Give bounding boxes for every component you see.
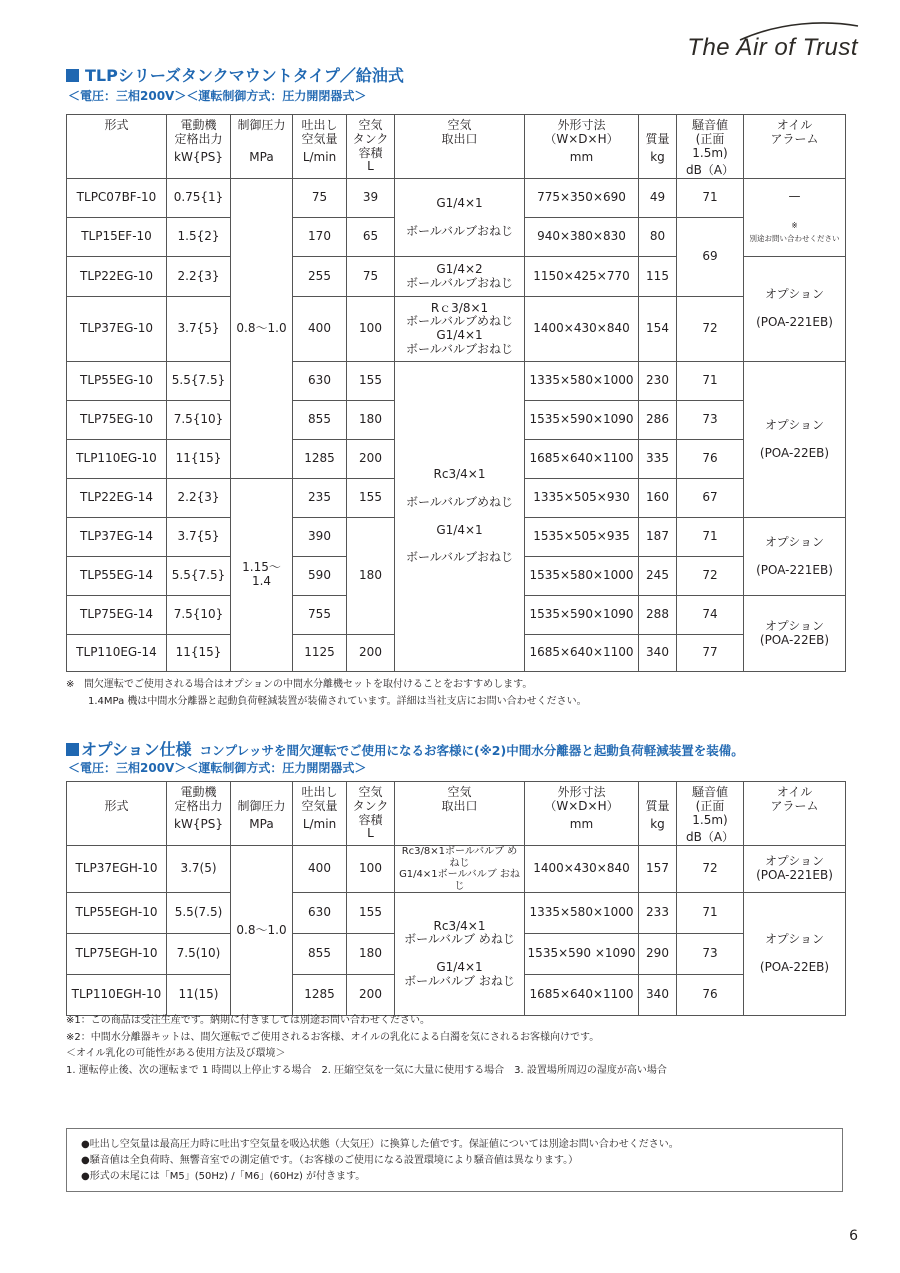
cell-mass: 245: [639, 557, 677, 596]
cell-mass: 157: [639, 846, 677, 893]
cell-motor: 5.5{7.5}: [167, 362, 231, 401]
box-note: ●吐出し空気量は最高圧力時に吐出す空気量を吸込状態（大気圧）に換算した値です。保証値については別途お問い合わせください。: [81, 1139, 679, 1150]
cell-tank: 200: [347, 635, 395, 672]
cell-mass: 160: [639, 479, 677, 518]
hdr-mass: 質量 kg: [639, 782, 677, 846]
cell-noise: 71: [677, 179, 744, 218]
cell-tank: 180: [347, 518, 395, 635]
note-line: ※1：この商品は受注生産です。納期に付きましては別途お問い合わせください。: [66, 1015, 430, 1026]
hdr-outlet: 空気 取出口: [395, 782, 525, 846]
cell-oil: オプション (POA-22EB): [744, 596, 846, 672]
cell-noise: 76: [677, 975, 744, 1016]
cell-dim: 1535×590×1090: [525, 401, 639, 440]
cell-mass: 290: [639, 934, 677, 975]
cell-dim: 1400×430×840: [525, 846, 639, 893]
cell-motor: 3.7{5}: [167, 518, 231, 557]
hdr-model: 形式: [67, 115, 167, 179]
cell-dim: 1685×640×1100: [525, 440, 639, 479]
cell-tank: 65: [347, 218, 395, 257]
spec-table-2: [66, 781, 846, 1016]
cell-dim: 1335×505×930: [525, 479, 639, 518]
hdr-noise: 騒音値 (正面1.5m) dB（A）: [677, 782, 744, 846]
cell-mass: 233: [639, 893, 677, 934]
cell-model: TLP22EG-10: [67, 257, 167, 297]
section1-notes: [66, 677, 587, 710]
table-row: [67, 362, 846, 401]
cell-outlet: G1/4×1 ボールバルブおねじ: [395, 179, 525, 257]
cell-air: 255: [293, 257, 347, 297]
note-line: ＜オイル乳化の可能性がある使用方法及び環境＞: [66, 1048, 286, 1059]
cell-air: 235: [293, 479, 347, 518]
cell-noise: 73: [677, 934, 744, 975]
cell-oil: オプション (POA-22EB): [744, 362, 846, 518]
cell-noise: 72: [677, 297, 744, 362]
box-note: ●騒音値は全負荷時、無響音室での測定値です。（お客様のご使用になる設置環境により騒音値は異なります。）: [81, 1155, 579, 1166]
hdr-motor: 電動機 定格出力 kW{PS}: [167, 115, 231, 179]
cell-tank: 75: [347, 257, 395, 297]
box-note: ●形式の末尾には「M5」(50Hz) /「M6」(60Hz) が付きます。: [81, 1171, 366, 1182]
table-row: [67, 846, 846, 893]
cell-tank: 155: [347, 479, 395, 518]
hdr-pressure: 制御圧力 MPa: [231, 782, 293, 846]
cell-noise: 74: [677, 596, 744, 635]
cell-pressure: 0.8～1.0: [231, 846, 293, 1016]
cell-motor: 11(15): [167, 975, 231, 1016]
cell-tank: 200: [347, 440, 395, 479]
cell-noise: 71: [677, 518, 744, 557]
cell-tank: 100: [347, 846, 395, 893]
cell-air: 855: [293, 934, 347, 975]
section2-title-text: オプション仕様: [81, 740, 192, 759]
cell-mass: 154: [639, 297, 677, 362]
table-row: [67, 179, 846, 218]
cell-noise: 67: [677, 479, 744, 518]
cell-mass: 286: [639, 401, 677, 440]
cell-motor: 1.5{2}: [167, 218, 231, 257]
note-line: ※2：中間水分離器キットは、間欠運転でご使用されるお客様、オイルの乳化による白濁を気にされるお客様向けです。: [66, 1031, 600, 1043]
hdr-oil: オイル アラーム: [744, 115, 846, 179]
cell-model: TLP37EG-14: [67, 518, 167, 557]
cell-dim: 1150×425×770: [525, 257, 639, 297]
cell-oil: オプション (POA-221EB): [744, 846, 846, 893]
cell-noise: 76: [677, 440, 744, 479]
cell-mass: 340: [639, 635, 677, 672]
cell-dim: 1400×430×840: [525, 297, 639, 362]
cell-dim: 1685×640×1100: [525, 635, 639, 672]
section2-title: [66, 737, 744, 760]
hdr-outlet: 空気 取出口: [395, 115, 525, 179]
cell-model: TLP75EG-14: [67, 596, 167, 635]
cell-air: 1125: [293, 635, 347, 672]
section2-notes: [66, 1013, 667, 1079]
cell-noise: 72: [677, 846, 744, 893]
cell-motor: 3.7{5}: [167, 297, 231, 362]
cell-mass: 340: [639, 975, 677, 1016]
cell-tank: 155: [347, 362, 395, 401]
cell-motor: 7.5{10}: [167, 401, 231, 440]
hdr-dim: 外形寸法 （W×D×H） mm: [525, 115, 639, 179]
cell-oil: オプション (POA-221EB): [744, 518, 846, 596]
cell-model: TLP110EGH-10: [67, 975, 167, 1016]
cell-dim: 1535×505×935: [525, 518, 639, 557]
cell-model: TLP37EG-10: [67, 297, 167, 362]
cell-air: 1285: [293, 975, 347, 1016]
cell-noise: 71: [677, 362, 744, 401]
spec-table-1: [66, 114, 846, 672]
hdr-motor: 電動機 定格出力 kW{PS}: [167, 782, 231, 846]
cell-motor: 2.2{3}: [167, 479, 231, 518]
cell-air: 630: [293, 893, 347, 934]
cell-air: 1285: [293, 440, 347, 479]
cell-oil: オプション (POA-221EB): [744, 257, 846, 362]
cell-noise: 73: [677, 401, 744, 440]
cell-motor: 11{15}: [167, 635, 231, 672]
note-line: 1.4MPa 機は中間水分離器と起動負荷軽減装置が装備されています。詳細は当社支店にお問い合わせください。: [88, 695, 587, 707]
cell-pressure: 0.8～1.0: [231, 179, 293, 479]
cell-dim: 940×380×830: [525, 218, 639, 257]
section1-title-text: TLPシリーズタンクマウントタイプ／給油式: [85, 66, 404, 85]
hdr-tank: 空気 タンク 容積 L: [347, 115, 395, 179]
table-header-row: [67, 782, 846, 846]
cell-model: TLP110EG-10: [67, 440, 167, 479]
footnote-box: [66, 1128, 843, 1192]
cell-outlet: Rｃ3/8×1 ボールバルブめねじ G1/4×1 ボールバルブおねじ: [395, 297, 525, 362]
hdr-air: 吐出し 空気量 L/min: [293, 782, 347, 846]
cell-dim: 1685×640×1100: [525, 975, 639, 1016]
cell-air: 75: [293, 179, 347, 218]
cell-mass: 288: [639, 596, 677, 635]
cell-air: 400: [293, 297, 347, 362]
hdr-air: 吐出し 空気量 L/min: [293, 115, 347, 179]
cell-dim: 1535×580×1000: [525, 557, 639, 596]
section2-subtitle: コンプレッサを間欠運転でご使用になるお客様に(※2)中間水分離器と起動負荷軽減装置を装備。: [199, 743, 744, 758]
cell-model: TLP75EG-10: [67, 401, 167, 440]
section2-condition: ＜電圧：三相200V＞＜運転制御方式：圧力開閉器式＞: [68, 761, 367, 775]
title-square-icon: [66, 743, 79, 756]
cell-motor: 11{15}: [167, 440, 231, 479]
cell-model: TLP75EGH-10: [67, 934, 167, 975]
hdr-noise: 騒音値 (正面1.5m) dB（A）: [677, 115, 744, 179]
cell-tank: 180: [347, 934, 395, 975]
cell-model: TLP55EG-10: [67, 362, 167, 401]
cell-air: 170: [293, 218, 347, 257]
cell-tank: 39: [347, 179, 395, 218]
cell-model: TLP15EF-10: [67, 218, 167, 257]
cell-noise: 77: [677, 635, 744, 672]
cell-tank: 155: [347, 893, 395, 934]
title-square-icon: [66, 69, 79, 82]
cell-air: 855: [293, 401, 347, 440]
cell-motor: 2.2{3}: [167, 257, 231, 297]
cell-oil: オプション (POA-22EB): [744, 893, 846, 1016]
cell-outlet: Rc3/8×1ボールバルブ めねじ G1/4×1ボールバルブ おねじ: [395, 846, 525, 893]
cell-mass: 230: [639, 362, 677, 401]
cell-outlet: Rc3/4×1 ボールバルブめねじ G1/4×1 ボールバルブおねじ: [395, 362, 525, 672]
cell-noise: 71: [677, 893, 744, 934]
cell-dim: 1335×580×1000: [525, 362, 639, 401]
section1-title: [66, 63, 404, 86]
cell-air: 590: [293, 557, 347, 596]
cell-noise: 69: [677, 218, 744, 297]
cell-motor: 5.5{7.5}: [167, 557, 231, 596]
cell-mass: 115: [639, 257, 677, 297]
note-line: ※ 間欠運転でご使用される場合はオプションの中間水分離機セットを取付けることをおすすめします。: [66, 679, 533, 690]
cell-model: TLP55EG-14: [67, 557, 167, 596]
section1-condition: ＜電圧：三相200V＞＜運転制御方式：圧力開閉器式＞: [68, 89, 367, 103]
cell-dim: 1535×590 ×1090: [525, 934, 639, 975]
cell-model: TLP22EG-14: [67, 479, 167, 518]
table-header-row: [67, 115, 846, 179]
cell-model: TLP37EGH-10: [67, 846, 167, 893]
cell-mass: 335: [639, 440, 677, 479]
hdr-dim: 外形寸法 （W×D×H） mm: [525, 782, 639, 846]
cell-dim: 775×350×690: [525, 179, 639, 218]
cell-dim: 1335×580×1000: [525, 893, 639, 934]
hdr-tank: 空気 タンク 容積 L: [347, 782, 395, 846]
cell-air: 400: [293, 846, 347, 893]
cell-oil: — ※ 別途お問い合わせください: [744, 179, 846, 257]
hdr-model: 形式: [67, 782, 167, 846]
cell-pressure: 1.15～1.4: [231, 479, 293, 672]
hdr-mass: 質量 kg: [639, 115, 677, 179]
cell-model: TLP55EGH-10: [67, 893, 167, 934]
cell-model: TLPC07BF-10: [67, 179, 167, 218]
cell-mass: 49: [639, 179, 677, 218]
table-row: [67, 297, 846, 362]
cell-dim: 1535×590×1090: [525, 596, 639, 635]
cell-mass: 187: [639, 518, 677, 557]
cell-air: 630: [293, 362, 347, 401]
cell-motor: 7.5{10}: [167, 596, 231, 635]
cell-motor: 3.7(5): [167, 846, 231, 893]
cell-air: 755: [293, 596, 347, 635]
cell-motor: 5.5(7.5): [167, 893, 231, 934]
cell-tank: 200: [347, 975, 395, 1016]
note-line: 1. 運転停止後、次の運転まで 1 時間以上停止する場合 2. 圧縮空気を一気に大量に使用する場合 3. 設置場所周辺の湿度が高い場合: [66, 1064, 667, 1076]
cell-noise: 72: [677, 557, 744, 596]
brand-logo: The Air of Trust: [687, 34, 858, 61]
cell-tank: 100: [347, 297, 395, 362]
hdr-oil: オイル アラーム: [744, 782, 846, 846]
cell-tank: 180: [347, 401, 395, 440]
cell-mass: 80: [639, 218, 677, 257]
table-row: [67, 893, 846, 934]
cell-motor: 0.75{1}: [167, 179, 231, 218]
hdr-pressure: 制御圧力 MPa: [231, 115, 293, 179]
cell-motor: 7.5(10): [167, 934, 231, 975]
cell-air: 390: [293, 518, 347, 557]
cell-model: TLP110EG-14: [67, 635, 167, 672]
cell-outlet: Rc3/4×1 ボールバルブ めねじ G1/4×1 ボールバルブ おねじ: [395, 893, 525, 1016]
cell-outlet: G1/4×2 ボールバルブおねじ: [395, 257, 525, 297]
page-number: 6: [849, 1228, 858, 1244]
